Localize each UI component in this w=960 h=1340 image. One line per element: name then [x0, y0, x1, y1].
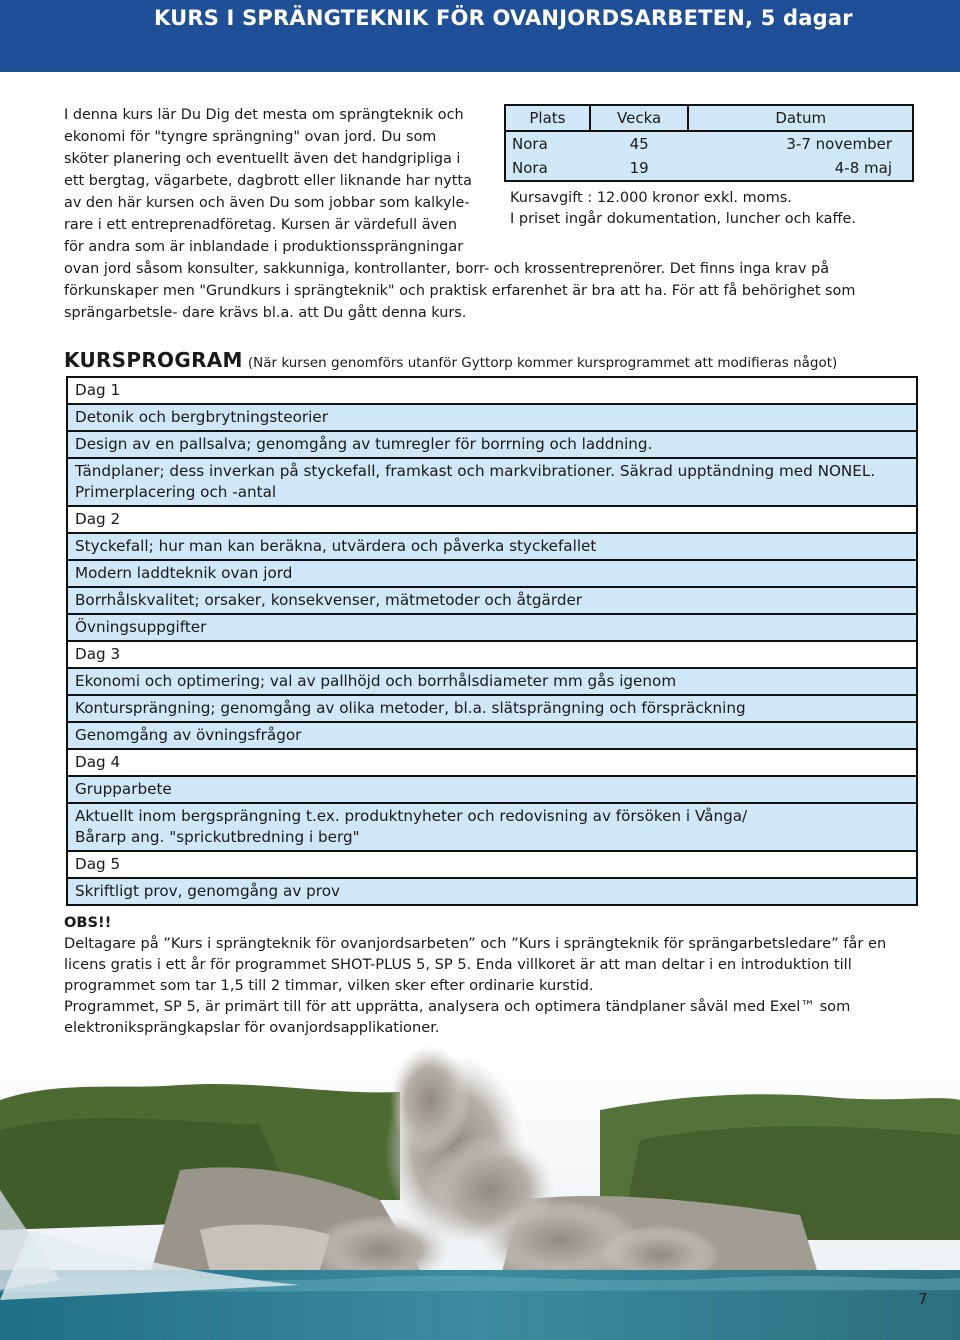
program-row-text: Design av en pallsalva; genomgång av tumregler för borrning och laddning.	[75, 435, 653, 453]
program-row-text: Dag 2	[75, 510, 121, 528]
page-title: KURS I SPRÄNGTEKNIK FÖR OVANJORDSARBETEN, 5 dagar	[154, 6, 853, 30]
schedule-header-row	[505, 105, 913, 131]
obs-title: OBS!!	[64, 914, 112, 931]
schedule-table	[504, 104, 914, 182]
obs-section	[64, 912, 918, 1038]
program-topic	[66, 775, 918, 804]
program-row-text: Modern laddteknik ovan jord	[75, 564, 293, 582]
blast-photo-illustration	[0, 1040, 960, 1340]
col-header-vecka: Vecka	[590, 105, 689, 131]
intro-line: ett bergtag, vägarbete, dagbrott eller liknande har nytta	[64, 173, 472, 189]
program-topic	[66, 559, 918, 588]
col-header-plats: Plats	[505, 105, 590, 131]
intro-line: jord såsom konsulter, sakkunniga, kontrollanter, borr- och krossentreprenörer. Det finns inga krav på förkunskaper	[64, 261, 830, 299]
program-heading	[64, 348, 837, 372]
cell-datum: 3-7 november	[688, 131, 913, 156]
program-topic	[66, 586, 918, 615]
cell-vecka: 45	[629, 135, 649, 153]
program-note: (När kursen genomförs utanför Gyttorp kommer kursprogrammet att modifieras något)	[247, 355, 838, 371]
intro-line: av den här kursen och även Du som jobbar som kalkyle-	[64, 195, 470, 211]
program-title: KURSPROGRAM	[64, 348, 243, 372]
program-row-text: Övningsuppgifter	[75, 618, 207, 636]
intro-line: rare i ett entreprenadföretag. Kursen är värdefull även för	[64, 217, 458, 255]
program-topic	[66, 613, 918, 642]
program-topic	[66, 694, 918, 723]
program-topic	[66, 430, 918, 459]
intro-section	[64, 104, 914, 324]
blast-photo	[0, 1040, 960, 1340]
program-topic	[66, 877, 918, 906]
program-row-text: Skriftligt prov, genomgång av prov	[75, 882, 340, 900]
program-day-header	[66, 850, 918, 879]
schedule-row	[505, 156, 913, 181]
intro-line: dare krävs bl.a. att Du gått denna kurs.	[182, 305, 467, 321]
program-row-text: Dag 1	[75, 381, 121, 399]
cell-vecka: 19	[590, 156, 689, 181]
program-topic	[66, 802, 918, 852]
program-day-header	[66, 640, 918, 669]
program-topic	[66, 457, 918, 507]
program-row-text: Grupparbete	[75, 780, 172, 798]
program-row-text: Primerplacering och -antal	[75, 483, 277, 501]
program-day-header	[66, 376, 918, 405]
program-topic	[66, 403, 918, 432]
col-header-datum: Datum	[688, 105, 913, 131]
page-number: 7	[918, 1290, 928, 1308]
program-row-text: Ekonomi och optimering; val av pallhöjd och borrhålsdiameter mm gås igenom	[75, 672, 677, 690]
cell-datum: 4-8 maj	[688, 156, 913, 181]
obs-paragraph: Programmet, SP 5, är primärt till för att upprätta, analysera och optimera tändplaner såväl med Exel™ som elektroniksprängkapslar för ovanjordsapplikationer.	[64, 998, 851, 1036]
obs-paragraph: Deltagare på ”Kurs i sprängteknik för ovanjordsarbeten” och ”Kurs i sprängteknik för sprängarbetsledare” får en licens gratis i ett år för programmet SHOT-PLUS 5, SP 5. Enda villkoret är att man deltar i en introduktion till programmet som tar 1,5 till 2 timmar, vilken sker efter ordinarie kurstid.	[64, 935, 887, 994]
cell-plats: Nora	[505, 131, 590, 156]
fee-includes: I priset ingår dokumentation, luncher och kaffe.	[510, 211, 856, 227]
course-fee: Kursavgift : 12.000 kronor exkl. moms.	[510, 190, 792, 206]
program-row-text: Styckefall; hur man kan beräkna, utvärdera och påverka styckefallet	[75, 537, 597, 555]
intro-line: ekonomi för "tyngre sprängning" ovan jord. Du som	[64, 129, 437, 145]
intro-line: sköter planering och eventuellt även det handgripliga i	[64, 151, 461, 167]
program-row-text: Aktuellt inom bergsprängning t.ex. produktnyheter och redovisning av försöken i Vånga/	[75, 807, 748, 825]
page-header-band	[0, 0, 960, 72]
intro-line: I denna kurs lär Du Dig det mesta om sprängteknik och	[64, 107, 464, 123]
program-topic	[66, 667, 918, 696]
program-table	[66, 376, 918, 906]
intro-line: andra som är inblandade i produktionssprängningar ovan	[64, 239, 464, 277]
program-topic	[66, 721, 918, 750]
program-topic	[66, 532, 918, 561]
program-row-text: Dag 5	[75, 855, 121, 873]
program-row-text: Dag 3	[75, 645, 121, 663]
program-row-text: Kontursprängning; genomgång av olika metoder, bl.a. slätsprängning och förspräckning	[75, 699, 746, 717]
program-day-header	[66, 748, 918, 777]
cell-plats: Nora	[505, 156, 590, 181]
program-row-text: Tändplaner; dess inverkan på styckefall, framkast och markvibrationer. Säkrad upptändning med NONEL.	[75, 462, 876, 480]
program-row-text: Bårarp ang. "sprickutbredning i berg"	[75, 828, 360, 846]
program-day-header	[66, 505, 918, 534]
program-row-text: Dag 4	[75, 753, 121, 771]
schedule-box	[504, 104, 914, 246]
schedule-row	[505, 131, 913, 156]
intro-line: men "Grundkurs i sprängteknik" och praktisk erfarenhet är bra att ha. För att få behörighet som sprängarbetsle-	[64, 283, 856, 321]
program-row-text: Borrhålskvalitet; orsaker, konsekvenser, mätmetoder och åtgärder	[75, 591, 583, 609]
program-row-text: Detonik och bergbrytningsteorier	[75, 408, 328, 426]
program-row-text: Genomgång av övningsfrågor	[75, 726, 302, 744]
